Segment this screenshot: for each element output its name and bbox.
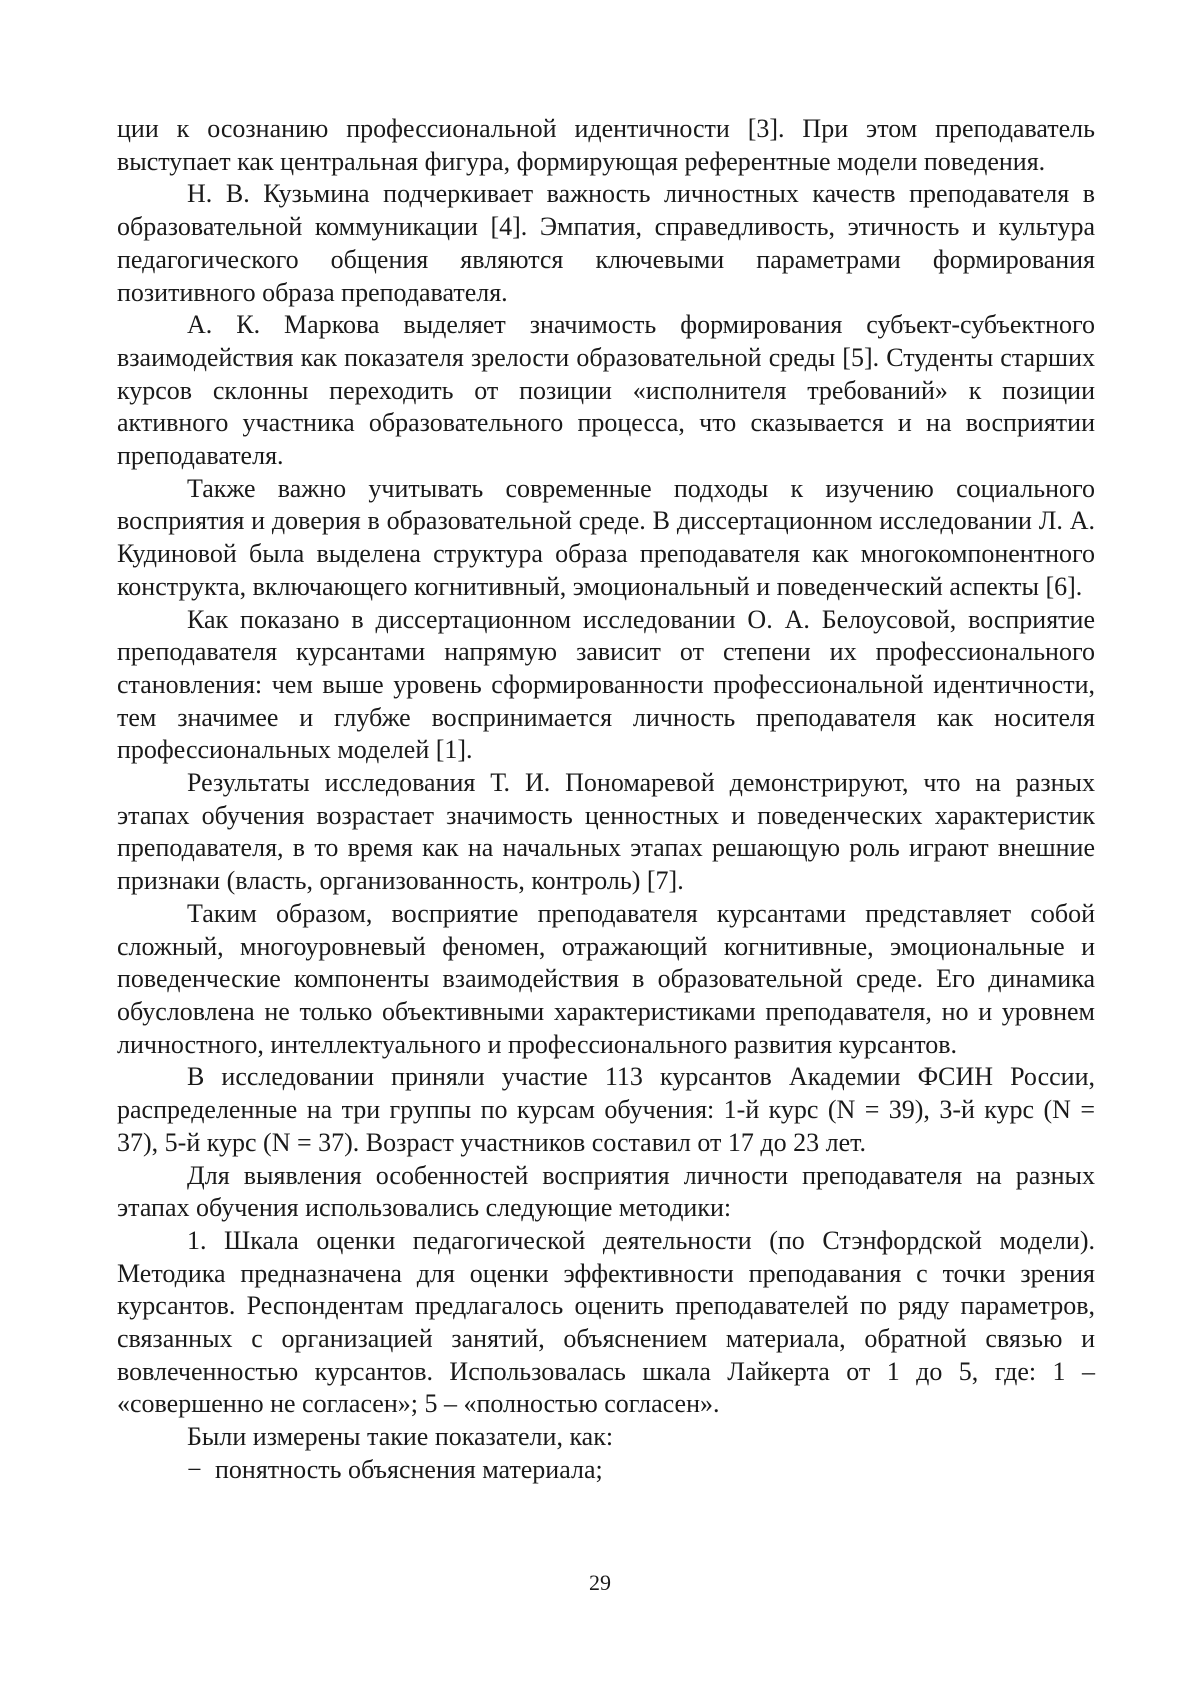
dash-marker: − bbox=[187, 1454, 202, 1484]
paragraph-conclusion: Таким образом, восприятие преподавателя курсантами представляет собой сложный, многоуровневый феномен, отражающий когнитивные, эмоциональные и поведенческие компоненты взаимодействия в образовательной среде. Его динамика обусловлена не только объективными характеристиками преподавателя, но и уровнем личностного, интеллектуального и профессионального развития курсантов. bbox=[117, 898, 1095, 1059]
paragraph-stanford-scale: 1. Шкала оценки педагогической деятельности (по Стэнфордской модели). Методика предназначена для оценки эффективности преподавания с точки зрения курсантов. Респондентам предлагалось оценить преподавателей по ряду параметров, связанных с организацией занятий, объяснением материала, обратной связью и вовлеченностью курсантов. Использовалась шкала Лайкерта от 1 до 5, где: 1 – «совершенно не согласен»; 5 – «полностью согласен». bbox=[117, 1225, 1095, 1419]
paragraph-kuzmina: Н. В. Кузьмина подчеркивает важность личностных качеств преподавателя в образовательной коммуникации [4]. Эмпатия, справедливость, этичность и культура педагогического общения являются ключевыми параметрами формирования позитивного образа преподавателя. bbox=[117, 179, 1095, 307]
body-text bbox=[117, 113, 1095, 1487]
paragraph-kudinova: Также важно учитывать современные подходы к изучению социального восприятия и доверия в образовательной среде. В диссертационном исследовании Л. А. Кудиновой была выделена структура образа преподавателя как многокомпонентного конструкта, включающего когнитивный, эмоциональный и поведенческий аспекты [6]. bbox=[117, 473, 1095, 601]
paragraph-ponomareva: Результаты исследования Т. И. Пономаревой демонстрируют, что на разных этапах обучения возрастает значимость ценностных и поведенческих характеристик преподавателя, в то время как на начальных этапах решающую роль играют внешние признаки (власть, организованность, контроль) [7]. bbox=[117, 768, 1095, 896]
page-number: 29 bbox=[589, 1570, 611, 1595]
paragraph-continuation: ции к осознанию профессиональной идентичности [3]. При этом преподаватель выступает как центральная фигура, формирующая референтные модели поведения. bbox=[117, 114, 1095, 176]
list-item bbox=[117, 1454, 1095, 1487]
paragraph-indicators-intro: Были измерены такие показатели, как: bbox=[187, 1422, 614, 1452]
paragraph-belousova: Как показано в диссертационном исследовании О. А. Белоусовой, восприятие преподавателя курсантами напрямую зависит от степени их профессионального становления: чем выше уровень сформированности профессиональной идентичности, тем значимее и глубже воспринимается личность преподавателя как носителя профессиональных моделей [1]. bbox=[117, 604, 1095, 765]
paragraph-participants: В исследовании приняли участие 113 курсантов Академии ФСИН России, распределенные на три группы по курсам обучения: 1-й курс (N = 39), 3-й курс (N = 37), 5-й курс (N = 37). Возраст участников составил от 17 до 23 лет. bbox=[117, 1062, 1095, 1157]
paragraph-methods-intro: Для выявления особенностей восприятия личности преподавателя на разных этапах обучения использовались следующие методики: bbox=[117, 1160, 1095, 1223]
paragraph-markova: А. К. Маркова выделяет значимость формирования субъект-субъектного взаимодействия как показателя зрелости образовательной среды [5]. Студенты старших курсов склонны переходить от позиции «исполнителя требований» к позиции активного участника образовательного процесса, что сказывается и на восприятии преподавателя. bbox=[117, 310, 1095, 471]
list-item-text: понятность объяснения материала; bbox=[215, 1454, 603, 1484]
